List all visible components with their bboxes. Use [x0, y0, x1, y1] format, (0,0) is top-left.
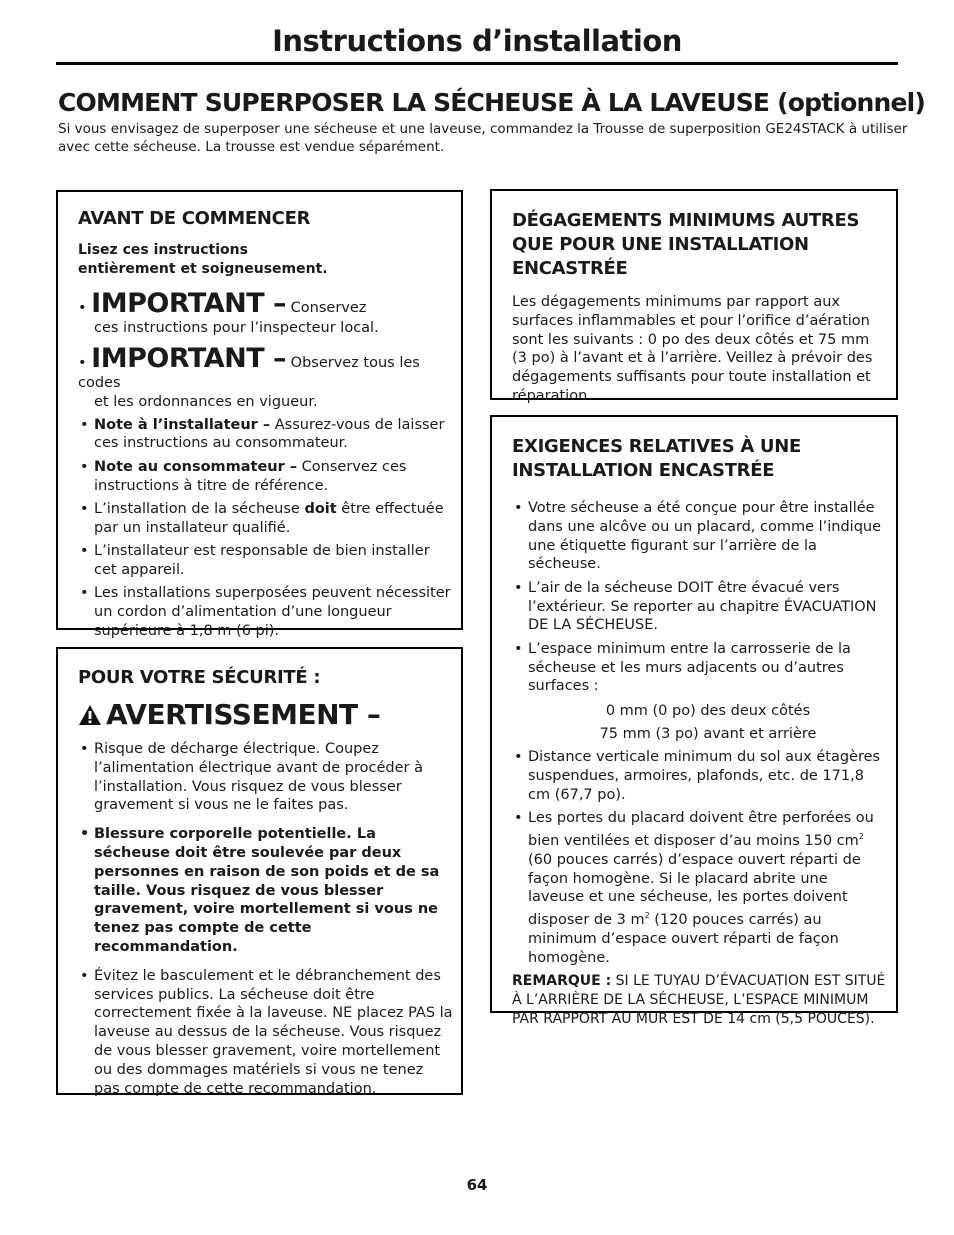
securite-list	[78, 740, 453, 1098]
note-installateur-label: Note à l’installateur –	[94, 416, 271, 433]
avant-list	[78, 416, 451, 641]
exigences-title: EXIGENCES RELATIVES À UNE INSTALLATION ENCASTRÉE	[512, 436, 802, 481]
bullet-icon: •	[80, 967, 89, 984]
basculement-text: Évitez le basculement et le débranchement des services publics. La sécheuse doit être correctement fixée à la laveuse. NE placez PAS la laveuse au dessus de la sécheuse. Vous risquez de vous blesser gravement, voire mortellement ou des dommages matériels si vous ne tenez pas compte de cette recommandation.	[94, 967, 453, 1097]
exigences-box	[490, 415, 898, 1027]
bullet-icon: •	[514, 640, 523, 657]
superscript-2: 2	[858, 832, 864, 842]
degagements-box	[490, 189, 898, 404]
bullet-icon: •	[514, 579, 523, 596]
important-item-1	[78, 289, 451, 338]
alcove-text: Votre sécheuse a été conçue pour être installée dans une alcôve ou un placard, comme l’indique une étiquette figurant sur l’arrière de la sécheuse.	[528, 500, 882, 573]
list-item	[512, 640, 888, 744]
note-installateur-text: Assurez-vous de laisser ces instructions au consommateur.	[94, 416, 445, 452]
avertissement-label: AVERTISSEMENT –	[106, 698, 381, 731]
bullet-icon: •	[80, 500, 89, 517]
bullet-icon: •	[514, 749, 523, 766]
bullet-icon: •	[80, 741, 89, 757]
page-header: Instructions d’installation	[56, 22, 898, 65]
degagements-title: DÉGAGEMENTS MINIMUMS AUTRES QUE POUR UNE INSTALLATION ENCASTRÉE	[512, 210, 860, 279]
bullet-icon: •	[514, 810, 523, 827]
important-1-cont: ces instructions pour l’inspecteur local.	[94, 320, 379, 336]
list-item	[78, 416, 451, 454]
page-number: 64	[466, 1176, 488, 1194]
espace-avant-arriere: 75 mm (3 po) avant et arrière	[599, 725, 817, 742]
installation-part2: être effectuée par un installateur qualifié.	[94, 500, 444, 536]
evacuation-text: L’air de la sécheuse DOIT être évacué vers l’extérieur. Se reporter au chapitre ÉVACUATION DE LA SÉCHEUSE.	[528, 579, 877, 634]
risque-decharge-text: Risque de décharge électrique. Coupez l’alimentation électrique avant de procéder à l’installation. Vous risquez de vous blesser gravement si vous ne le faites pas.	[94, 741, 423, 814]
portes-text-b: (60 pouces carrés) d’espace ouvert réparti de façon homogène. Si le placard abrite une laveuse et une sécheuse, les portes doivent disposer de 3 m	[528, 851, 861, 928]
bullet-icon: •	[80, 585, 89, 602]
superscript-2: 2	[644, 911, 650, 921]
bullet-icon: •	[514, 500, 523, 516]
section-title: COMMENT SUPERPOSER LA SÉCHEUSE À LA LAVEUSE (optionnel)	[58, 88, 926, 117]
blessure-text: Blessure corporelle potentielle. La sécheuse doit être soulevée par deux personnes en raison de son poids et de sa taille. Vous risquez de vous blesser gravement, voire mortellement si vous ne tenez pas compte de cette recommandation.	[94, 826, 440, 955]
remarque-label: REMARQUE :	[512, 972, 612, 989]
list-item	[78, 584, 451, 640]
distance-verticale-text: Distance verticale minimum du sol aux étagères suspendues, armoires, plafonds, etc. de 171,8 cm (67,7 po).	[528, 749, 881, 803]
pour-votre-securite-box	[56, 647, 463, 1095]
responsable-text: L’installateur est responsable de bien installer cet appareil.	[94, 543, 430, 578]
important-2-cont: et les ordonnances en vigueur.	[94, 393, 318, 410]
bullet-icon: •	[80, 416, 89, 433]
list-item	[78, 500, 451, 538]
list-item	[78, 458, 451, 496]
bullet-icon: •	[80, 543, 89, 560]
bullet-icon: •	[80, 826, 90, 843]
note-consommateur-text: Conservez ces instructions à titre de référence.	[94, 458, 407, 494]
bullet-icon: •	[78, 354, 87, 371]
intro-paragraph: Si vous envisagez de superposer une sécheuse et une laveuse, commandez la Trousse de superposition GE24STACK à utiliser avec cette sécheuse. La trousse est vendue séparément.	[58, 121, 908, 155]
avant-de-commencer-box	[56, 190, 463, 639]
list-item	[512, 579, 888, 635]
list-item	[78, 740, 453, 815]
avant-title: AVANT DE COMMENCER	[78, 208, 311, 229]
portes-text-c: (120 pouces carrés) au minimum d’espace ouvert réparti de façon homogène.	[528, 911, 839, 966]
bullet-icon: •	[78, 300, 87, 316]
list-item	[78, 542, 451, 580]
securite-title: POUR VOTRE SÉCURITÉ :	[78, 667, 321, 688]
important-label: IMPORTANT –	[91, 342, 287, 374]
superposees-text: Les installations superposées peuvent nécessiter un cordon d’alimentation d’une longueur supérieure à 1,8 m (6 pi).	[94, 585, 451, 639]
important-label: IMPORTANT –	[91, 288, 287, 319]
list-item	[78, 825, 453, 957]
portes-text-a: Les portes du placard doivent être perforées ou bien ventilées et disposer d’au moins 150 cm	[528, 810, 874, 849]
exigences-list	[512, 499, 888, 967]
list-item	[512, 748, 888, 804]
espace-cotes: 0 mm (0 po) des deux côtés	[605, 703, 811, 720]
bullet-icon: •	[80, 458, 89, 475]
installation-part1: L’installation de la sécheuse	[94, 500, 305, 517]
remarque	[512, 972, 888, 1029]
important-item-2	[78, 344, 451, 412]
important-1-text: Conservez	[290, 300, 367, 316]
list-item	[512, 499, 888, 574]
installation-doit: doit	[304, 500, 337, 517]
warning-triangle-icon	[78, 704, 102, 726]
espace-minimum-text: L’espace minimum entre la carrosserie de la sécheuse et les murs adjacents ou d’autres surfaces :	[528, 640, 851, 695]
lisez-instructions: Lisez ces instructions entièrement et soigneusement.	[78, 242, 328, 277]
remarque-text: SI LE TUYAU D’ÉVACUATION EST SITUÉ À L’ARRIÈRE DE LA SÉCHEUSE, L’ESPACE MINIMUM PAR RAPPORT AU MUR EST DE 14 cm (5,5 POUCES).	[512, 972, 886, 1027]
degagements-text: Les dégagements minimums par rapport aux surfaces inflammables et pour l’orifice d’aération sont les suivants : 0 po des deux côtés et 75 mm (3 po) à l’avant et à l’arrière. Veillez à prévoir des dégagements suffisants pour toute installation et réparation.	[512, 294, 873, 404]
avertissement-heading	[78, 698, 453, 732]
important-2-text: Observez tous les codes	[78, 354, 420, 391]
list-item	[78, 967, 453, 1099]
list-item	[512, 809, 888, 967]
note-consommateur-label: Note au consommateur –	[94, 458, 298, 475]
